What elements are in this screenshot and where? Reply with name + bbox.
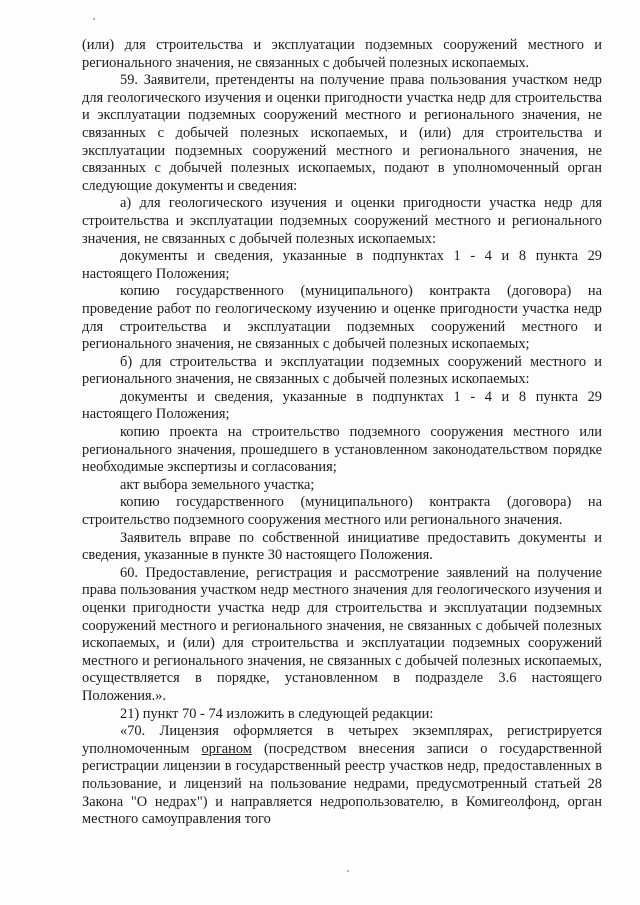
paragraph-70-start: «70. Лицензия оформляется в четырех экземплярах, регистрируется уполномоченным [82,723,602,757]
scan-speck [347,870,349,872]
paragraph-60: 60. Предоставление, регистрация и рассмотрение заявлений на получение права пользования участком недр местного значения для геологического изучения и оценки пригодности участка недр для строительства и эксплуатации подземных сооружений местного и регионального значения, не связанных с добычей полезных ископаемых, и (или) для строительства и эксплуатации подземных сооружений местного и регионального значения, не связанных с добычей полезных ископаемых, осуществляется в порядке, установленном в подразделе 3.6 настоящего Положения.». [82,564,602,704]
paragraph-59-a-item-1: документы и сведения, указанные в подпунктах 1 - 4 и 8 пункта 29 настоящего Положения; [82,248,602,282]
paragraph-59-b-item-2: копию проекта на строительство подземного сооружения местного или регионального значения, прошедшего в установленном законодательством порядке необходимые экспертизы и согласования; [82,424,602,476]
paragraph-70-underlined-word: органом [201,740,252,757]
paragraph-70 [82,723,602,829]
paragraph-59-b: б) для строительства и эксплуатации подземных сооружений местного и регионального значения, не связанных с добычей полезных ископаемых: [82,353,602,388]
paragraph-21-amendment: 21) пункт 70 - 74 изложить в следующей редакции: [120,705,434,722]
paragraph-59: 59. Заявители, претенденты на получение права пользования участком недр для геологического изучения и оценки пригодности участка недр для строительства и эксплуатации подземных сооружений местного и регионального значения, не связанных с добычей полезных ископаемых, и (или) для строительства и эксплуатации подземных сооружений местного и регионального значения, не связанных с добычей полезных ископаемых, подают в уполномоченный орган следующие документы и сведения: [82,72,602,194]
paragraph-70-end: (посредством внесения записи о государственной регистрации лицензии в государственный реестр участков недр, предоставленных в пользование, и лицензий на пользование недрами, предусмотренный статьей 28 Закона "О недрах") и направляется недропользователю, в Комигеолфонд, орган местного самоуправления того [82,740,602,828]
paragraph-continuation: (или) для строительства и эксплуатации подземных сооружений местного и регионального значения, не связанных с добычей полезных ископаемых. [82,37,602,71]
paragraph-59-b-item-3: акт выбора земельного участка; [120,476,315,493]
paragraph-59-a-item-2: копию государственного (муниципального) контракта (договора) на проведение работ по геологическому изучению и оценке пригодности участка недр для строительства и эксплуатации подземных сооружений местного и регионального значения, не связанных с добычей полезных ископаемых; [82,283,602,353]
document-body [82,37,602,829]
scan-speck [93,18,95,20]
paragraph-59-a: а) для геологического изучения и оценки пригодности участка недр для строительства и эксплуатации подземных сооружений местного и регионального значения, не связанных с добычей полезных ископаемых: [82,195,602,247]
paragraph-59-applicant-note: Заявитель вправе по собственной инициативе предоставить документы и сведения, указанные в пункте 30 настоящего Положения. [82,529,602,564]
paragraph-59-b-item-4: копию государственного (муниципального) контракта (договора) на строительство подземного сооружения местного или регионального значения. [82,494,602,529]
paragraph-59-b-item-1: документы и сведения, указанные в подпунктах 1 - 4 и 8 пункта 29 настоящего Положения; [82,388,602,423]
